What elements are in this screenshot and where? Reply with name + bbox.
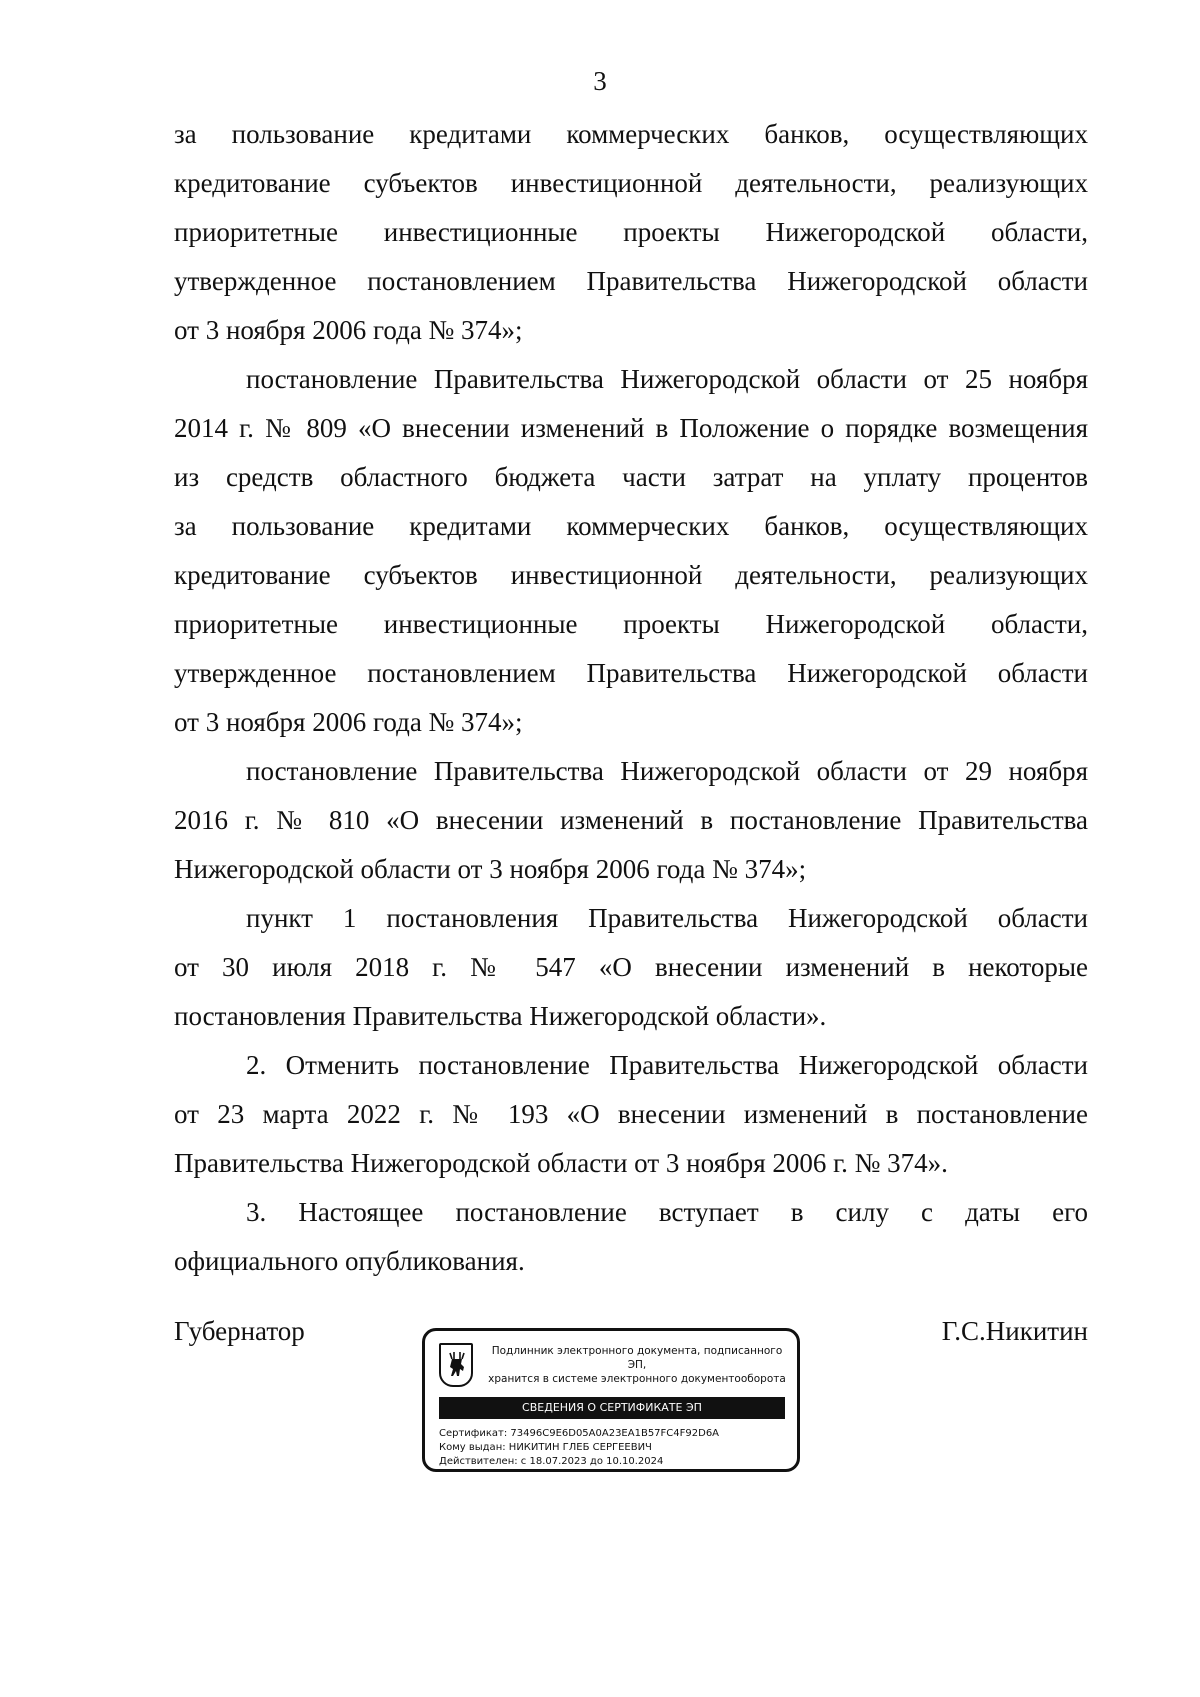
paragraph-line: приоритетные инвестиционные проекты Нижегородской области, <box>174 217 1088 247</box>
paragraph-line: приоритетные инвестиционные проекты Нижегородской области, <box>174 609 1088 639</box>
paragraph-line: пункт 1 постановления Правительства Нижегородской области <box>246 903 1088 933</box>
electronic-signature-stamp <box>422 1328 800 1472</box>
stamp-header-line-1: Подлинник электронного документа, подписанного ЭП, <box>491 1345 783 1371</box>
paragraph-line: за пользование кредитами коммерческих банков, осуществляющих <box>174 119 1088 149</box>
validity-value: с 18.07.2023 до 10.10.2024 <box>520 1456 664 1467</box>
paragraph-line: утвержденное постановлением Правительства Нижегородской области <box>174 658 1088 688</box>
paragraph-line: за пользование кредитами коммерческих банков, осуществляющих <box>174 511 1088 541</box>
page-number: 3 <box>593 66 607 96</box>
paragraph-line: официального опубликования. <box>174 1246 525 1276</box>
validity-label: Действителен: <box>439 1456 518 1467</box>
paragraph-line: кредитование субъектов инвестиционной деятельности, реализующих <box>174 168 1088 198</box>
paragraph-line: 2014 г. № 809 «О внесении изменений в Положение о порядке возмещения <box>174 413 1088 443</box>
paragraph-line: Нижегородской области от 3 ноября 2006 года № 374»; <box>174 854 807 884</box>
paragraph-line: постановление Правительства Нижегородской области от 29 ноября <box>246 756 1088 786</box>
certificate-label: Сертификат: <box>439 1428 508 1439</box>
paragraph-line: 2016 г. № 810 «О внесении изменений в постановление Правительства <box>174 805 1088 835</box>
paragraph-line: Правительства Нижегородской области от 3 ноября 2006 г. № 374». <box>174 1148 948 1178</box>
issued-to-label: Кому выдан: <box>439 1442 506 1453</box>
document-body <box>174 110 1088 1286</box>
paragraph-line: от 3 ноября 2006 года № 374»; <box>174 315 523 345</box>
stamp-title-bar: СВЕДЕНИЯ О СЕРТИФИКАТЕ ЭП <box>439 1397 785 1419</box>
signatory-position: Губернатор <box>174 1316 305 1346</box>
certificate-row <box>439 1427 789 1441</box>
paragraph-line: утвержденное постановлением Правительства Нижегородской области <box>174 266 1088 296</box>
paragraph-line: от 23 марта 2022 г. № 193 «О внесении изменений в постановление <box>174 1099 1088 1129</box>
stamp-header <box>481 1344 793 1386</box>
paragraph-line: постановление Правительства Нижегородской области от 25 ноября <box>246 364 1088 394</box>
certificate-value: 73496C9E6D05A0A23EA1B57FC4F92D6A <box>510 1428 720 1439</box>
stamp-header-line-2: хранится в системе электронного документооборота <box>488 1373 786 1385</box>
paragraph-line: из средств областного бюджета части затрат на уплату процентов <box>174 462 1088 492</box>
validity-row <box>439 1455 789 1469</box>
issued-to-row <box>439 1441 789 1455</box>
paragraph-line: 3. Настоящее постановление вступает в силу с даты его <box>246 1197 1088 1227</box>
paragraph-line: постановления Правительства Нижегородской области». <box>174 1001 827 1031</box>
issued-to-value: НИКИТИН ГЛЕБ СЕРГЕЕВИЧ <box>508 1442 652 1453</box>
paragraph-line: от 3 ноября 2006 года № 374»; <box>174 707 523 737</box>
paragraph-line: 2. Отменить постановление Правительства Нижегородской области <box>246 1050 1088 1080</box>
paragraph-line: от 30 июля 2018 г. № 547 «О внесении изменений в некоторые <box>174 952 1088 982</box>
deer-emblem-icon <box>439 1343 473 1387</box>
paragraph-line: кредитование субъектов инвестиционной деятельности, реализующих <box>174 560 1088 590</box>
stamp-details <box>439 1427 789 1469</box>
signatory-name: Г.С.Никитин <box>941 1316 1088 1346</box>
